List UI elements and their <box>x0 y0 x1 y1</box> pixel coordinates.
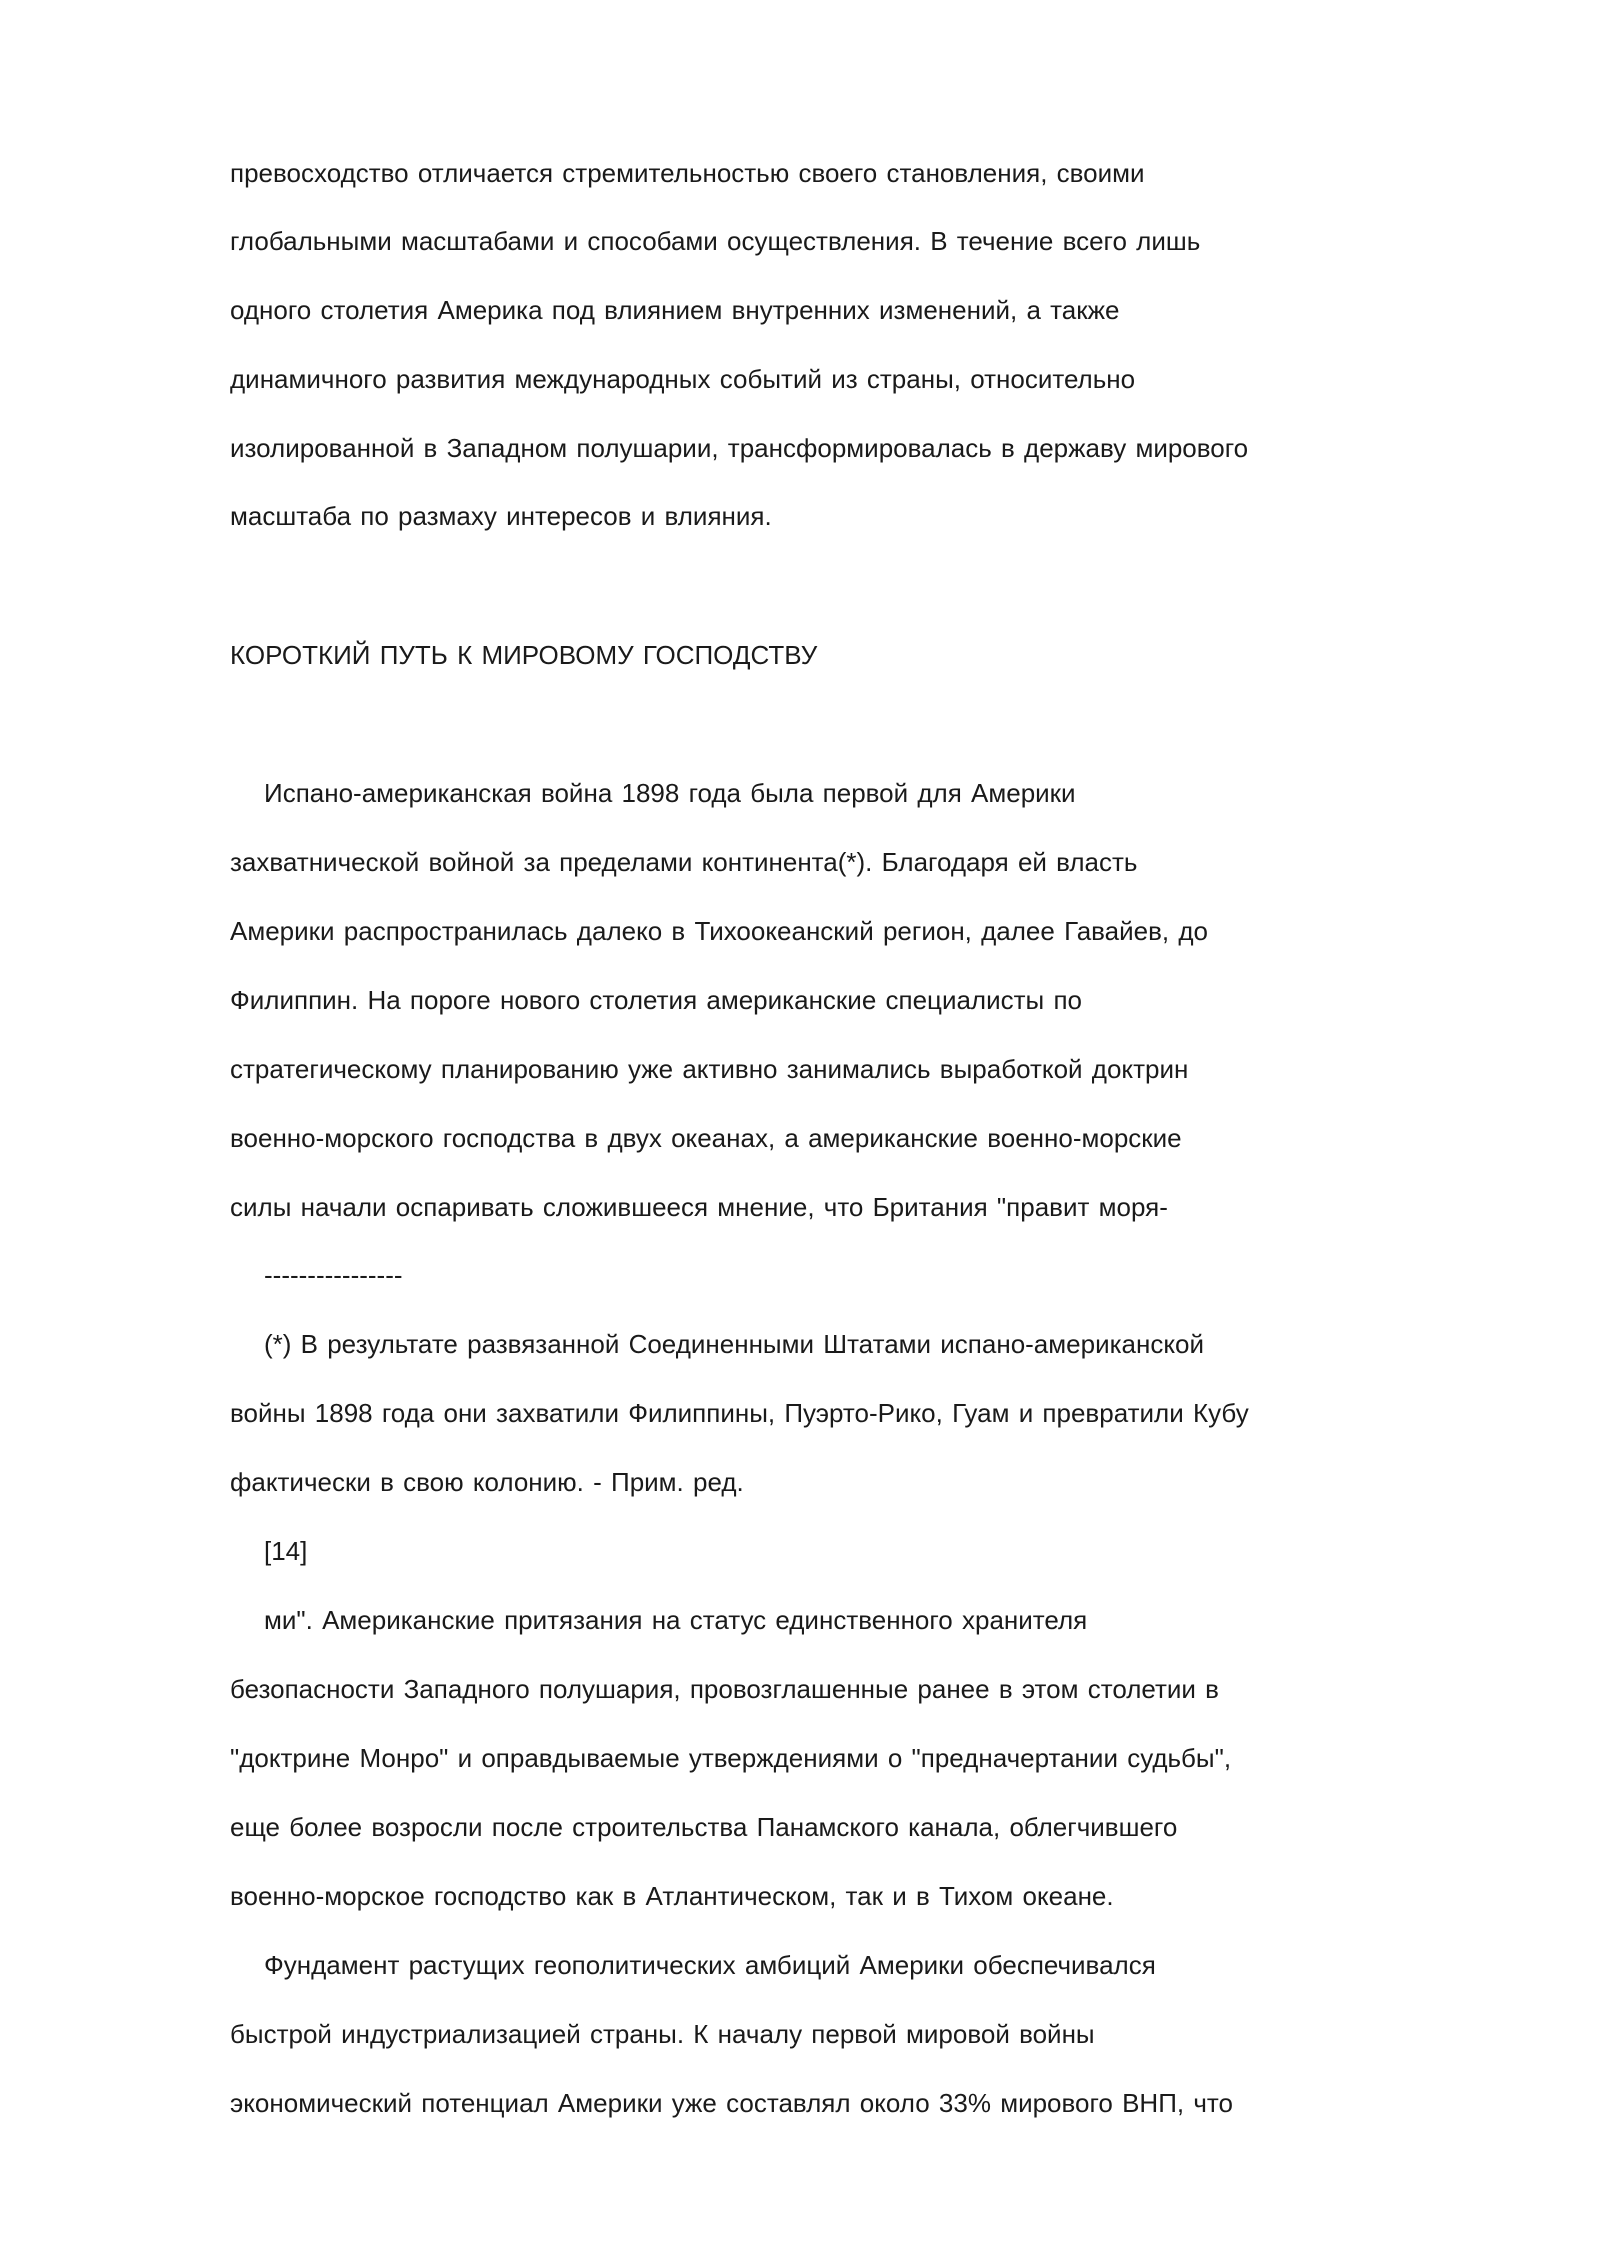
text-line: захватнической войной за пределами континента(*). Благодаря ей власть <box>230 847 1138 877</box>
text-line: масштаба по размаху интересов и влияния. <box>230 501 772 531</box>
text-line: изолированной в Западном полушарии, трансформировалась в державу мирового <box>230 433 1249 463</box>
footnote-line: фактически в свою колонию. - Прим. ред. <box>230 1467 744 1497</box>
text-line: быстрой индустриализацией страны. К началу первой мировой войны <box>230 2019 1095 2049</box>
text-line: военно-морского господства в двух океанах, а американские военно-морские <box>230 1123 1182 1153</box>
text-line: одного столетия Америка под влиянием внутренних изменений, а также <box>230 295 1120 325</box>
text-line: силы начали оспаривать сложившееся мнение, что Британия "правит моря- <box>230 1192 1168 1222</box>
page-number-marker: [14] <box>264 1536 308 1566</box>
text-line: Америки распространилась далеко в Тихоокеанский регион, далее Гавайев, до <box>230 916 1209 946</box>
text-line: ми". Американские притязания на статус единственного хранителя <box>264 1605 1088 1635</box>
text-line: еще более возросли после строительства Панамского канала, облегчившего <box>230 1812 1178 1842</box>
text-line: экономический потенциал Америки уже составлял около 33% мирового ВНП, что <box>230 2088 1233 2118</box>
text-line: безопасности Западного полушария, провозглашенные ранее в этом столетии в <box>230 1674 1219 1704</box>
text-line: военно-морское господство как в Атлантическом, так и в Тихом океане. <box>230 1881 1114 1911</box>
footnote-line: (*) В результате развязанной Соединенными Штатами испано-американской <box>264 1329 1205 1359</box>
text-line: стратегическому планированию уже активно занимались выработкой доктрин <box>230 1054 1189 1084</box>
footnote-separator: ---------------- <box>264 1260 403 1290</box>
section-heading: КОРОТКИЙ ПУТЬ К МИРОВОМУ ГОСПОДСТВУ <box>230 640 818 670</box>
text-line: Фундамент растущих геополитических амбиций Америки обеспечивался <box>264 1950 1156 1980</box>
footnote-line: войны 1898 года они захватили Филиппины, Пуэрто-Рико, Гуам и превратили Кубу <box>230 1398 1249 1428</box>
text-line: Испано-американская война 1898 года была первой для Америки <box>264 778 1076 808</box>
text-line: глобальными масштабами и способами осуществления. В течение всего лишь <box>230 226 1201 256</box>
text-line: динамичного развития международных событий из страны, относительно <box>230 364 1136 394</box>
text-line: Филиппин. На пороге нового столетия американские специалисты по <box>230 985 1082 1015</box>
text-line: "доктрине Монро" и оправдываемые утверждениями о "предначертании судьбы", <box>230 1743 1232 1773</box>
text-line: превосходство отличается стремительностью своего становления, своими <box>230 158 1145 188</box>
